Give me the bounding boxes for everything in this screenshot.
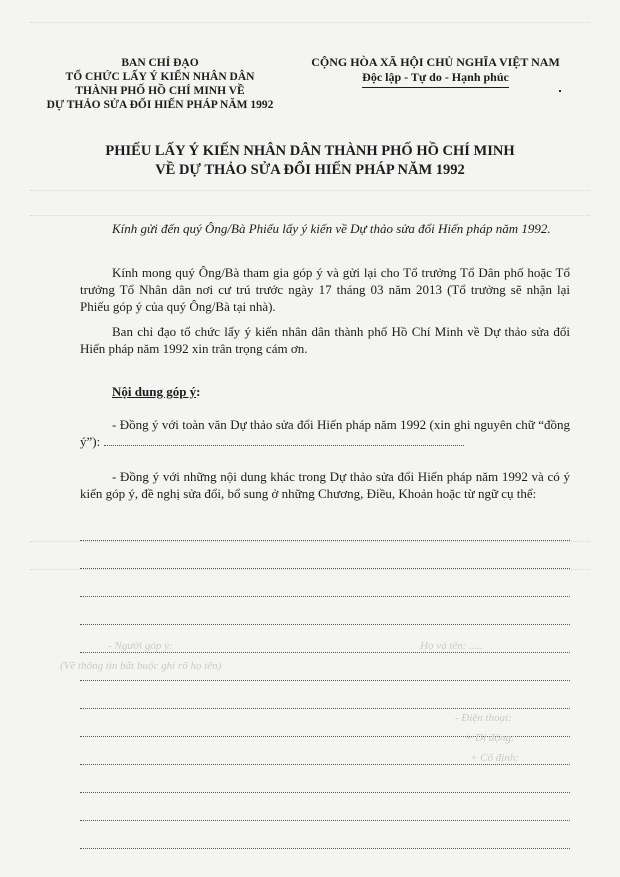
stray-dot <box>559 90 561 92</box>
national-motto: Độc lập - Tự do - Hạnh phúc <box>362 70 509 88</box>
section-heading-colon: : <box>196 384 201 399</box>
agree-full-text: - Đồng ý với toàn văn Dự thảo sửa đổi Hiến pháp năm 1992 (xin ghi nguyên chữ “đồng ý”): <box>80 417 570 449</box>
faint-rule <box>30 190 590 191</box>
answer-line[interactable] <box>80 596 570 597</box>
bleed-through-text: - Người góp ý: <box>108 640 173 652</box>
bleed-through-text: + Di động: <box>465 732 515 744</box>
answer-line[interactable] <box>80 820 570 821</box>
answer-line[interactable] <box>80 792 570 793</box>
national-heading <box>298 55 573 88</box>
thanks-paragraph: Ban chỉ đạo tổ chức lấy ý kiến nhân dân thành phố Hồ Chí Minh về Dự thảo sửa đổi Hiến pháp năm 1992 xin trân trọng cám ơn. <box>80 324 570 356</box>
title-line-1: PHIẾU LẤY Ý KIẾN NHÂN DÂN THÀNH PHỐ HỒ CHÍ MINH <box>105 143 515 159</box>
answer-line[interactable] <box>80 568 570 569</box>
answer-line[interactable] <box>80 540 570 541</box>
answer-line[interactable] <box>80 680 570 681</box>
faint-rule <box>30 22 590 23</box>
answer-line[interactable] <box>80 848 570 849</box>
org-line: THÀNH PHỐ HỒ CHÍ MINH VỀ <box>75 85 245 97</box>
bleed-through-text: - Điện thoại: <box>455 712 512 724</box>
answer-line[interactable] <box>80 708 570 709</box>
bleed-through-text: (Về thông tin bắt buộc ghi rõ họ tên) <box>60 660 222 672</box>
issuing-organization <box>40 56 280 112</box>
agree-other-item: - Đồng ý với những nội dung khác trong Dự thảo sửa đổi Hiến pháp năm 1992 và có ý kiến góp ý, đề nghị sửa đổi, bổ sung ở những Chương, Điều, Khoản hoặc từ ngữ cụ thể: <box>80 469 570 501</box>
faint-rule <box>30 541 590 542</box>
section-heading-text: Nội dung góp ý <box>112 384 197 399</box>
greeting-paragraph: Kính gửi đến quý Ông/Bà Phiếu lấy ý kiến về Dự thảo sửa đổi Hiến pháp năm 1992. <box>112 221 551 236</box>
request-paragraph: Kính mong quý Ông/Bà tham gia góp ý và gửi lại cho Tổ trưởng Tổ Dân phố hoặc Tổ trưởng Tổ Nhân dân nơi cư trú trước ngày 17 tháng 03 năm 2013 (Tổ trưởng sẽ nhận lại Phiếu góp ý của quý Ông/Bà tại nhà). <box>80 265 570 314</box>
faint-rule <box>30 215 590 216</box>
form-title <box>40 142 580 180</box>
answer-line[interactable] <box>80 764 570 765</box>
org-line: TỔ CHỨC LẤY Ý KIẾN NHÂN DÂN <box>65 71 255 83</box>
nation-name: CỘNG HÒA XÃ HỘI CHỦ NGHĨA VIỆT NAM <box>311 55 560 69</box>
answer-line[interactable] <box>80 652 570 653</box>
agree-full-answer-line[interactable] <box>104 445 464 446</box>
section-heading <box>112 384 201 400</box>
agree-full-item <box>80 416 570 450</box>
org-line: DỰ THẢO SỬA ĐỔI HIẾN PHÁP NĂM 1992 <box>46 99 274 111</box>
answer-line[interactable] <box>80 624 570 625</box>
faint-rule <box>30 569 590 570</box>
org-line: BAN CHỈ ĐẠO <box>121 57 199 69</box>
title-line-2: VỀ DỰ THẢO SỬA ĐỔI HIẾN PHÁP NĂM 1992 <box>155 162 465 178</box>
bleed-through-text: Họ và tên: ..... <box>420 640 483 652</box>
bleed-through-text: + Cố định: <box>470 752 519 764</box>
